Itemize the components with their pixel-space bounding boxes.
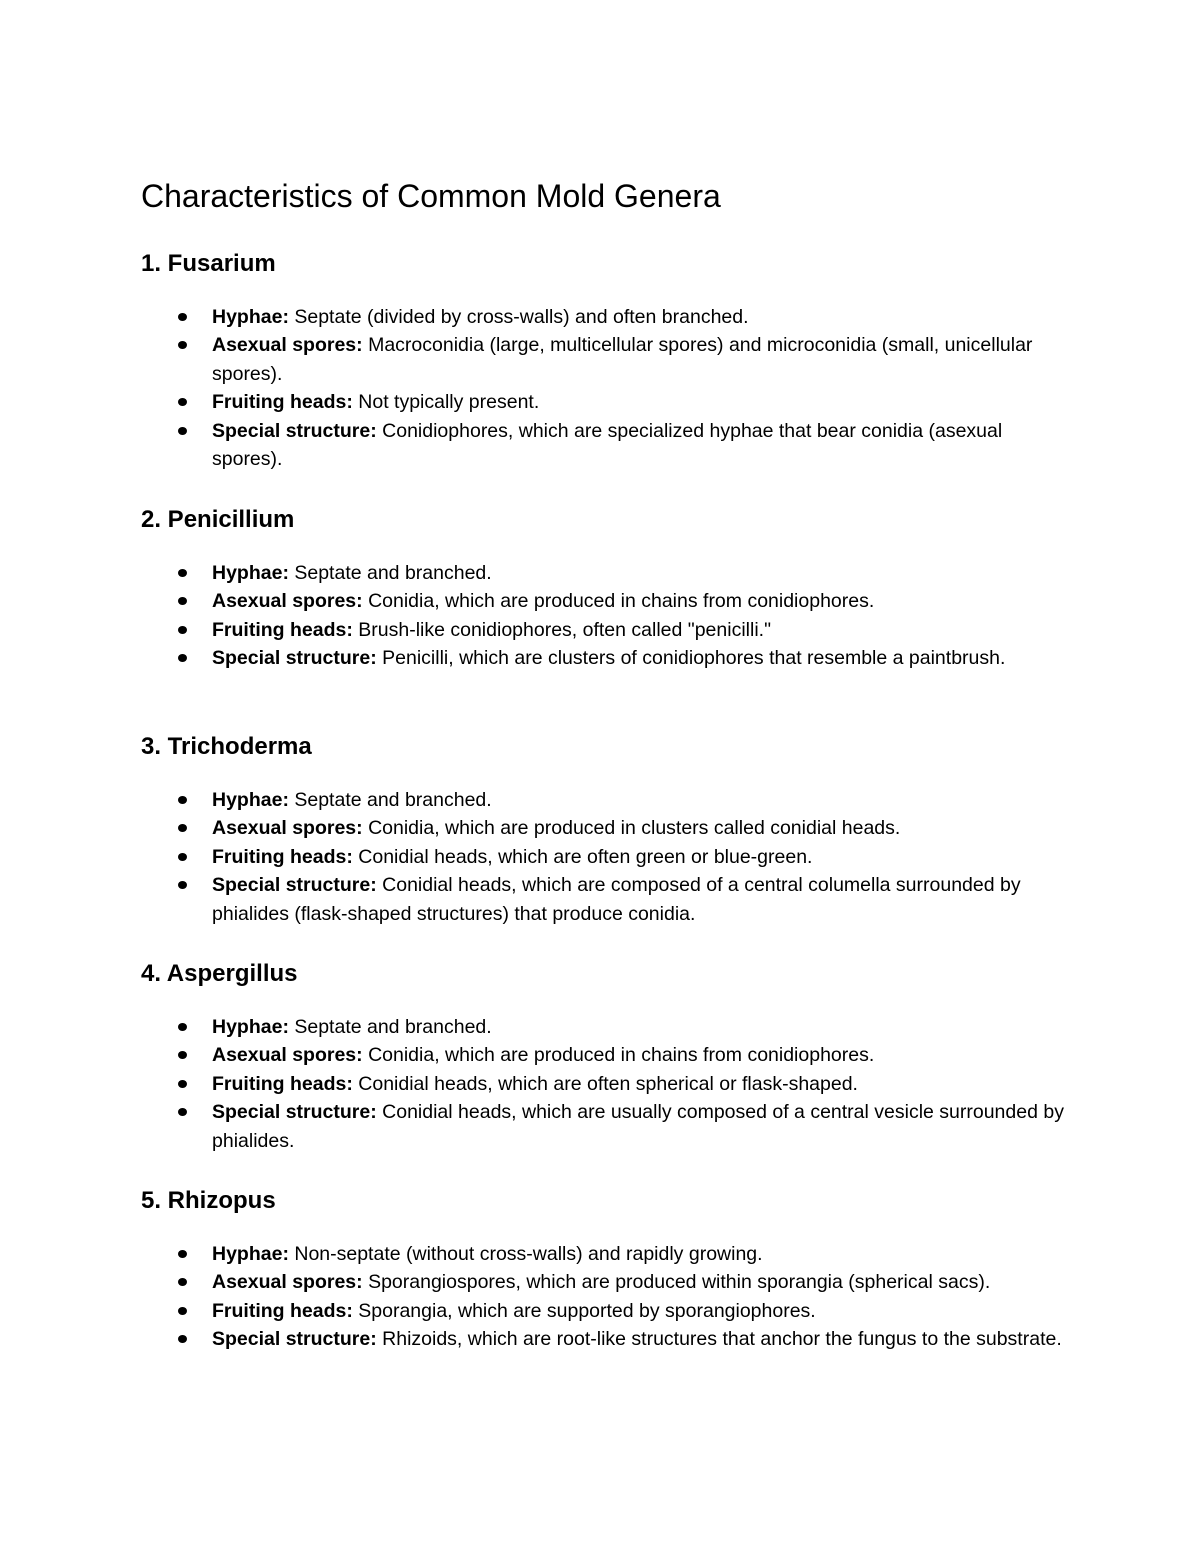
- item-label: Hyphae:: [212, 562, 289, 584]
- list-item: [141, 388, 1071, 416]
- list-item: [141, 1013, 1071, 1041]
- bullet-dot-icon: [178, 626, 187, 634]
- item-text: Septate and branched.: [288, 1016, 492, 1038]
- item-label: Hyphae:: [212, 1016, 289, 1038]
- item-text: Brush-like conidiophores, often called "penicilli.": [352, 618, 771, 641]
- section-list: [141, 786, 1071, 928]
- bullet-dot-icon: [178, 313, 187, 321]
- section-heading: 1. Fusarium: [141, 250, 276, 277]
- item-label: Asexual spores:: [212, 590, 363, 613]
- item-label: Fruiting heads:: [212, 845, 353, 868]
- list-item: [141, 1070, 1071, 1098]
- item-label: Fruiting heads:: [212, 618, 353, 641]
- section-aspergillus: [141, 959, 1071, 1155]
- bullet-dot-icon: [178, 1278, 187, 1286]
- list-item: [141, 616, 1071, 644]
- item-text: Conidial heads, which are often spherical or flask-shaped.: [352, 1072, 858, 1095]
- list-item: [141, 1098, 1071, 1155]
- list-item: [141, 843, 1071, 871]
- section-rhizopus: [141, 1186, 1071, 1354]
- bullet-dot-icon: [178, 398, 187, 406]
- item-label: Hyphae:: [212, 789, 289, 811]
- section-heading: 4. Aspergillus: [141, 960, 298, 987]
- item-text: Septate (divided by cross-walls) and often branched.: [288, 306, 749, 328]
- item-text: Not typically present.: [352, 391, 540, 414]
- bullet-dot-icon: [178, 1250, 187, 1258]
- item-label: Fruiting heads:: [212, 1072, 353, 1095]
- bullet-dot-icon: [178, 824, 187, 832]
- item-label: Asexual spores:: [212, 1271, 363, 1294]
- list-item: [141, 587, 1071, 615]
- section-list: [141, 1013, 1071, 1155]
- item-label: Special structure:: [212, 1101, 377, 1124]
- item-label: Special structure:: [212, 419, 377, 442]
- section-fusarium: [141, 249, 1071, 473]
- bullet-dot-icon: [178, 1335, 187, 1343]
- item-text: Sporangia, which are supported by sporangiophores.: [352, 1299, 816, 1322]
- list-item: [141, 331, 1071, 388]
- item-text: Conidial heads, which are often green or blue-green.: [352, 845, 813, 868]
- item-text: Septate and branched.: [288, 789, 492, 811]
- item-label: Special structure:: [212, 647, 377, 670]
- item-text: Conidiophores, which are specialized hyphae that bear conidia (asexual spores).: [212, 419, 1003, 471]
- bullet-dot-icon: [178, 1108, 187, 1116]
- item-label: Special structure:: [212, 1328, 377, 1351]
- bullet-dot-icon: [178, 654, 187, 662]
- list-item: [141, 814, 1071, 842]
- item-label: Asexual spores:: [212, 817, 363, 840]
- bullet-dot-icon: [178, 1051, 187, 1059]
- item-label: Hyphae:: [212, 1243, 289, 1265]
- list-item: [141, 1240, 1071, 1268]
- item-label: Fruiting heads:: [212, 391, 353, 414]
- item-label: Fruiting heads:: [212, 1299, 353, 1322]
- item-label: Asexual spores:: [212, 334, 363, 357]
- document-title: Characteristics of Common Mold Genera: [141, 178, 721, 214]
- item-label: Asexual spores:: [212, 1044, 363, 1067]
- item-text: Conidial heads, which are usually composed of a central vesicle surrounded by phialides.: [212, 1101, 1064, 1152]
- section-list: [141, 303, 1071, 473]
- list-item: [141, 871, 1071, 928]
- item-text: Non-septate (without cross-walls) and rapidly growing.: [288, 1243, 763, 1265]
- bullet-dot-icon: [178, 427, 187, 435]
- item-text: Conidial heads, which are composed of a central columella surrounded by phialides (flask-shaped structures) that produce conidia.: [212, 874, 1021, 925]
- item-text: Conidia, which are produced in chains from conidiophores.: [362, 590, 875, 613]
- bullet-dot-icon: [178, 1023, 187, 1031]
- list-item: [141, 786, 1071, 814]
- section-list: [141, 559, 1071, 673]
- section-penicillium: [141, 505, 1071, 673]
- bullet-dot-icon: [178, 341, 187, 349]
- bullet-dot-icon: [178, 597, 187, 605]
- bullet-dot-icon: [178, 569, 187, 577]
- item-text: Septate and branched.: [288, 562, 492, 584]
- item-label: Special structure:: [212, 874, 377, 897]
- item-text: Rhizoids, which are root-like structures that anchor the fungus to the substrate.: [376, 1328, 1062, 1351]
- bullet-dot-icon: [178, 853, 187, 861]
- section-list: [141, 1240, 1071, 1354]
- item-label: Hyphae:: [212, 306, 289, 328]
- list-item: [141, 559, 1071, 587]
- bullet-dot-icon: [178, 796, 187, 804]
- bullet-dot-icon: [178, 881, 187, 889]
- item-text: Conidia, which are produced in clusters called conidial heads.: [362, 817, 901, 840]
- item-text: Sporangiospores, which are produced within sporangia (spherical sacs).: [362, 1271, 991, 1294]
- item-text: Macroconidia (large, multicellular spores) and microconidia (small, unicellular spores).: [212, 334, 1033, 385]
- bullet-dot-icon: [178, 1080, 187, 1088]
- list-item: [141, 417, 1071, 474]
- bullet-dot-icon: [178, 1307, 187, 1315]
- section-heading: 5. Rhizopus: [141, 1187, 276, 1214]
- section-heading: 3. Trichoderma: [141, 733, 312, 760]
- item-text: Conidia, which are produced in chains from conidiophores.: [362, 1044, 875, 1067]
- list-item: [141, 1268, 1071, 1296]
- item-text: Penicilli, which are clusters of conidiophores that resemble a paintbrush.: [376, 647, 1006, 670]
- section-heading: 2. Penicillium: [141, 506, 295, 533]
- list-item: [141, 644, 1071, 672]
- section-trichoderma: [141, 732, 1071, 928]
- list-item: [141, 1297, 1071, 1325]
- list-item: [141, 1041, 1071, 1069]
- list-item: [141, 1325, 1071, 1353]
- list-item: [141, 303, 1071, 331]
